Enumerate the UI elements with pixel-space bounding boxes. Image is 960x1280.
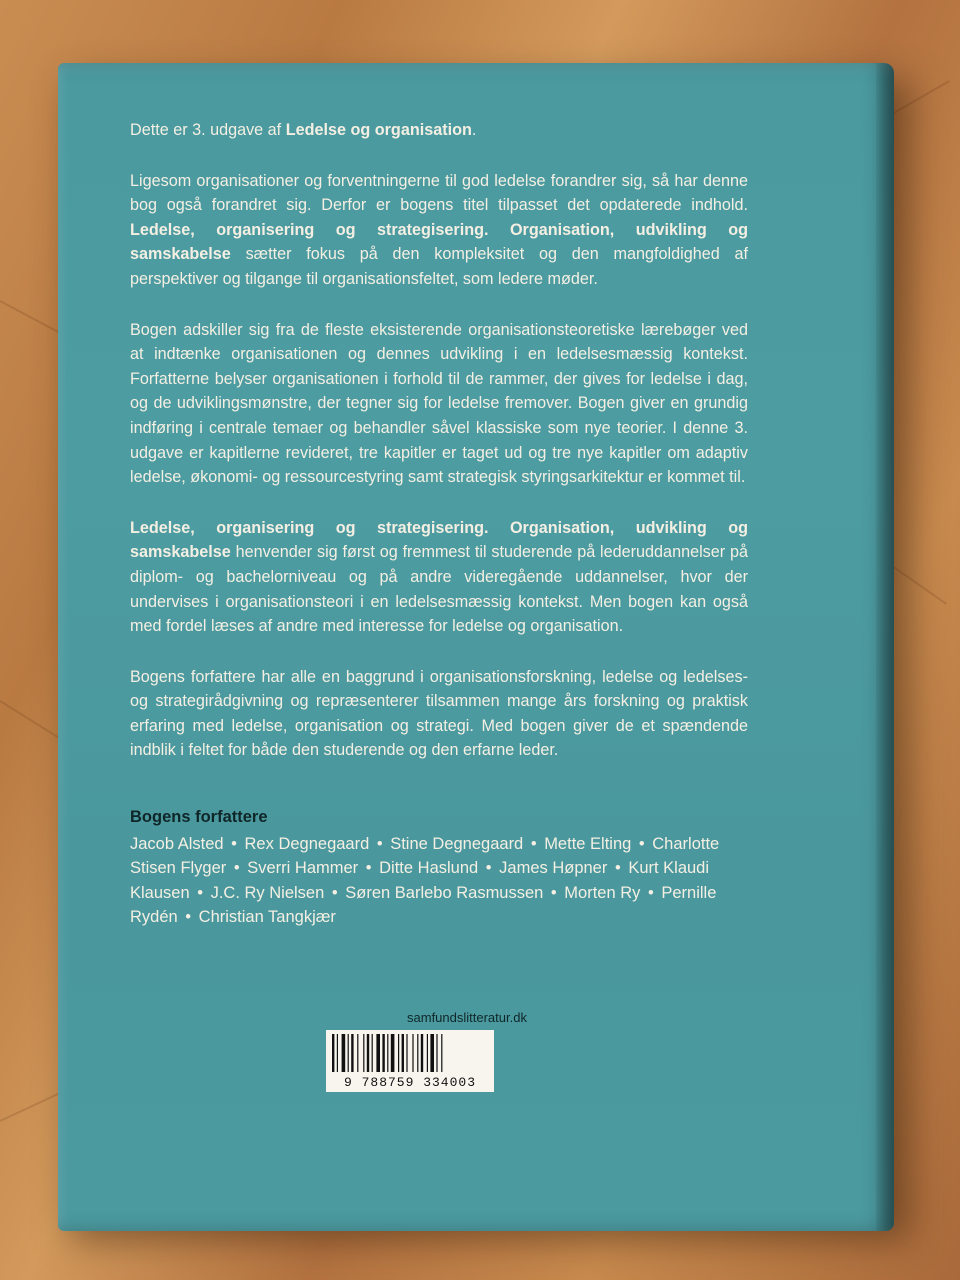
barcode-bar	[351, 1034, 353, 1072]
blurb-paragraph-3: Bogen adskiller sig fra de fleste eksisterende organisationsteoretiske lærebøger ved at indtænke organisationen og dennes udvikling i en ledelsesmæssig kontekst. Forfatterne belyser organisationen i forhold til de rammer, der gives for ledelse i dag, og de udviklingsmønstre, der tegner sig for ledelse fremover. Bogen giver en grundig indføring i centrale temaer og behandler såvel klassiske som nye teorier. I denne 3. udgave er kapitlerne revideret, tre kapitler er taget ud og tre nye kapitler om adaptiv ledelse, økonomi- og ressourcestyring samt strategisk styringsarkitektur er kommet til.	[130, 320, 748, 487]
barcode-bars	[326, 1030, 494, 1074]
isbn-barcode	[326, 1030, 494, 1092]
author-separator: •	[192, 883, 208, 902]
author-name: Morten Ry	[564, 883, 641, 902]
author-separator: •	[229, 859, 245, 878]
authors-list	[130, 832, 748, 930]
isbn-number: 9 788759 334003	[343, 1075, 477, 1090]
blurb-paragraph-4: Ledelse, organisering og strategisering. Organisation, udvikling og samskabelse henvender sig først og fremmest til studerende på lederuddannelser på diplom- og bachelorniveau og på andre videregående uddannelser, hvor der undervises i organisationsteori i en ledelsesmæssig kontekst. Men bogen kan også med fordel læses af andre med interesse for ledelse og organisation.	[130, 518, 748, 636]
barcode-bar	[402, 1034, 404, 1072]
author-name: Pernille Rydén	[130, 883, 717, 927]
barcode-bar	[357, 1034, 358, 1072]
authors-heading: Bogens forfattere	[130, 808, 268, 827]
author-separator: •	[372, 834, 388, 853]
author-separator: •	[634, 834, 650, 853]
author-name: Ditte Haslund	[379, 859, 479, 878]
author-name: Søren Barlebo Rasmussen	[345, 883, 544, 902]
barcode-bar	[430, 1034, 434, 1072]
author-name: James Høpner	[499, 859, 608, 878]
author-name: Stine Degnegaard	[390, 834, 524, 853]
author-name: Rex Degnegaard	[244, 834, 370, 853]
author-separator: •	[361, 859, 377, 878]
author-name: J.C. Ry Nielsen	[210, 883, 325, 902]
author-separator: •	[526, 834, 542, 853]
barcode-bar	[367, 1034, 369, 1072]
blurb-text	[130, 118, 748, 930]
barcode-bar	[436, 1034, 437, 1072]
barcode-bar	[387, 1034, 388, 1072]
barcode-bar	[417, 1034, 418, 1072]
blurb-paragraph-1: Dette er 3. udgave af Ledelse og organisation.	[130, 121, 477, 139]
author-separator: •	[481, 859, 497, 878]
floor-plank-line	[0, 1091, 64, 1122]
author-name: Kurt Klaudi Klausen	[130, 859, 710, 902]
author-separator: •	[180, 908, 196, 927]
author-name: Jacob Alsted	[130, 834, 224, 853]
author-separator: •	[610, 859, 626, 878]
barcode-bar	[363, 1034, 364, 1072]
author-name: Mette Elting	[544, 834, 632, 853]
barcode-bar	[376, 1034, 380, 1072]
barcode-bar	[406, 1034, 407, 1072]
barcode-bar	[342, 1034, 346, 1072]
blurb-paragraph-5: Bogens forfattere har alle en baggrund i organisationsforskning, ledelse og ledelses- og strategirådgivning og repræsenterer tilsammen mange års forskning og praktisk erfaring med ledelse, organisation og strategi. Med bogen giver de et spændende indblik i feltet for både den studerende og den erfarne leder.	[130, 667, 748, 760]
blurb-paragraph-2: Ligesom organisationer og forventningerne til god ledelse forandrer sig, så har denne bog også forandret sig. Derfor er bogens titel tilpasset det opdaterede indhold. Ledelse, organisering og strategisering. Organisation, udvikling og samskabelse sætter fokus på den kompleksitet og den mangfoldighed af perspektiver og tilgange til organisationsfeltet, som ledere møder.	[130, 171, 748, 288]
barcode-bar	[398, 1034, 399, 1072]
barcode-bar	[391, 1034, 395, 1072]
author-name: Charlotte Stisen Flyger	[130, 834, 720, 878]
barcode-bar	[421, 1034, 423, 1072]
author-name: Sverri Hammer	[247, 859, 359, 878]
book-spine-edge	[876, 63, 894, 1231]
author-separator: •	[327, 883, 343, 902]
barcode-bar	[427, 1034, 428, 1072]
barcode-bar	[348, 1034, 349, 1072]
barcode-bar	[372, 1034, 373, 1072]
publisher-url: samfundslitteratur.dk	[407, 1010, 527, 1025]
barcode-bar	[382, 1034, 384, 1072]
author-separator: •	[546, 883, 562, 902]
barcode-bar	[337, 1034, 338, 1072]
barcode-bar	[441, 1034, 442, 1072]
author-separator: •	[226, 834, 242, 853]
author-separator: •	[643, 883, 659, 902]
barcode-bar	[332, 1034, 334, 1072]
author-name: Christian Tangkjær	[198, 908, 336, 927]
barcode-bar	[412, 1034, 413, 1072]
